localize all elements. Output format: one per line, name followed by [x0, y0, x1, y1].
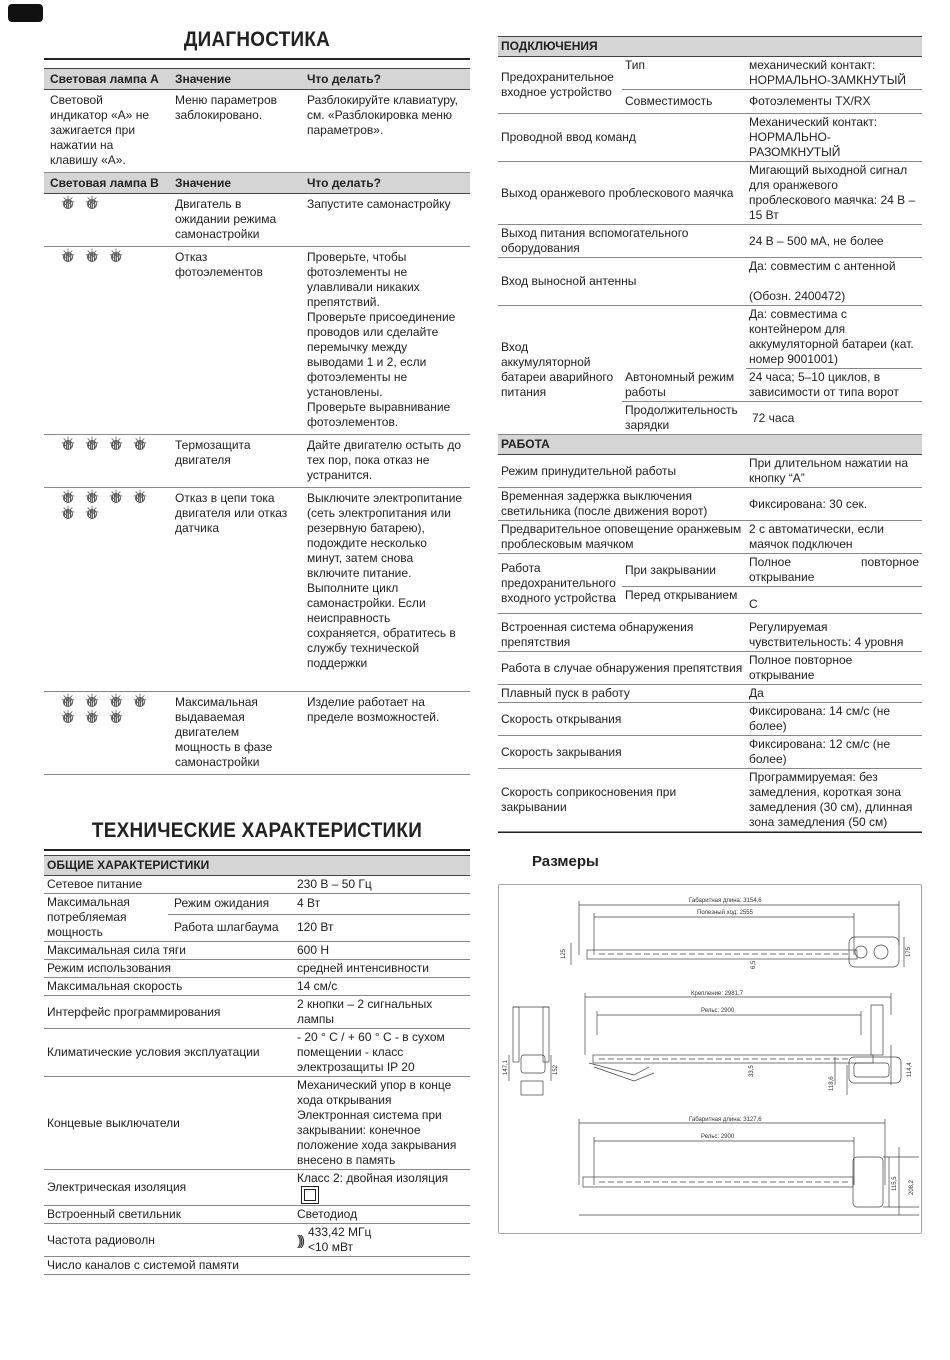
- table-row: [44, 1170, 470, 1206]
- dim-useful-travel: Полезный ход: 2555: [697, 910, 753, 916]
- meaning-cell: Термозащита двигателя: [169, 435, 301, 488]
- table-row: [44, 488, 470, 692]
- action-line: Выполните цикл самонастройки. Если неисправность сохраняется, обратитесь в службу технической поддержки: [307, 581, 456, 670]
- header-action-col: Что делать?: [301, 173, 470, 194]
- spec-value: Да: [746, 685, 922, 703]
- header-lamp-b: [44, 173, 470, 194]
- spec-label: Встроенная система обнаружения препятствия: [498, 614, 746, 652]
- table-row: [44, 1029, 470, 1077]
- action-cell: [301, 692, 470, 775]
- flashing-lamp-icon: [58, 250, 78, 264]
- action-line: Дайте двигателю остыть до тех пор, пока отказ не устранится.: [307, 438, 462, 482]
- spec-value: Программируемая: без замедления, короткая зона замедления (30 см), длинная зона замедления (50 см): [746, 769, 922, 832]
- dimensions-heading: Размеры: [532, 853, 599, 870]
- flash-pattern: [44, 435, 169, 488]
- flashing-lamp-icon: [106, 438, 126, 452]
- table-row: [498, 455, 922, 488]
- dimensions-title: [498, 853, 922, 870]
- spec-label: Сетевое питание: [44, 876, 294, 894]
- spec-label: Работа в случае обнаружения препятствия: [498, 652, 746, 685]
- action-line: Проверьте, чтобы фотоэлементы не улавливали никаких препятствий.: [307, 250, 420, 309]
- table-row: [498, 614, 922, 652]
- spec-label: Предварительное оповещение оранжевым проблесковым маячком: [498, 521, 746, 554]
- spec-sublabel: Совместимость: [622, 90, 746, 114]
- spec-label: Работа предохранительного входного устройства: [498, 554, 622, 614]
- spec-label: Скорость открывания: [498, 703, 746, 736]
- table-row: [44, 435, 470, 488]
- spec-label: Проводной ввод команд: [498, 114, 746, 162]
- table-row: [498, 306, 922, 369]
- spec-label: Максимальная потребляемая мощность: [44, 894, 168, 942]
- spec-label: Интерфейс программирования: [44, 996, 294, 1029]
- action-line: Запустите самонастройку: [307, 197, 451, 211]
- spec-sublabel: Тип: [622, 57, 746, 90]
- spec-sublabel: Режим ожидания: [168, 894, 294, 915]
- spec-value: 24 часа; 5–10 циклов, в зависимости от типа ворот: [746, 369, 922, 402]
- spec-label: Выход оранжевого проблескового маячка: [498, 162, 746, 225]
- spec-value: 230 В – 50 Гц: [294, 876, 470, 894]
- spec-value: [294, 1170, 470, 1206]
- table-row: [44, 1224, 470, 1257]
- flashing-lamp-icon: [130, 491, 150, 505]
- action-line: Проверьте присоединение проводов или сделайте перемычку между выводами 1 и 2, если фотоэлементы не установлены.: [307, 310, 456, 399]
- table-row: [498, 769, 922, 832]
- table-row: [498, 652, 922, 685]
- table-end-rule: [498, 832, 922, 833]
- spec-label: Вход аккумуляторной батареи аварийного питания: [498, 306, 622, 435]
- spec-value: Фиксирована: 12 см/с (не более): [746, 736, 922, 769]
- spec-value: механический контакт: НОРМАЛЬНО-ЗАМКНУТЫЙ: [746, 57, 922, 90]
- spec-value: [294, 1224, 470, 1257]
- flashing-lamp-icon: [82, 197, 102, 211]
- table-row: [44, 960, 470, 978]
- dim-114-4: 114,4: [907, 1062, 913, 1077]
- spec-value: 14 см/с: [294, 978, 470, 996]
- spec-label: Максимальная скорость: [44, 978, 294, 996]
- action-cell: [301, 194, 470, 247]
- spec-value: Фотоэлементы TX/RX: [746, 90, 922, 114]
- dim-175: 175: [906, 946, 912, 957]
- flashing-lamp-icon: [82, 507, 102, 521]
- table-row: [498, 488, 922, 521]
- table-row: [498, 736, 922, 769]
- spec-value: Регулируемая чувствительность: 4 уровня: [746, 614, 922, 652]
- spec-label: Режим принудительной работы: [498, 455, 746, 488]
- table-row: [44, 1206, 470, 1224]
- dim-overall-length-1: Габаритная длина: 3154,6: [689, 898, 762, 904]
- right-column: [498, 36, 922, 1234]
- dimensions-svg: [499, 885, 921, 1233]
- header-lamp-b-col: Световая лампа В: [44, 173, 169, 194]
- table-row: [44, 194, 470, 247]
- spec-value: Фиксирована: 30 сек.: [746, 488, 922, 521]
- spec-value: [294, 1077, 470, 1170]
- spec-sublabel: Работа шлагбаума: [168, 914, 294, 941]
- table-row: [44, 1077, 470, 1170]
- action-cell: [301, 435, 470, 488]
- flashing-lamp-icon: [58, 197, 78, 211]
- spec-value: 4 Вт: [294, 894, 470, 915]
- general-specs-table: [44, 855, 470, 1275]
- flash-pattern: [44, 194, 169, 247]
- dim-mount-length: Крепление: 2981,7: [691, 991, 743, 997]
- flashing-lamp-icon: [58, 711, 78, 725]
- table-row: [498, 685, 922, 703]
- operation-header-row: [498, 435, 922, 455]
- dim-rail-length-2: Рельс: 2900: [701, 1134, 735, 1140]
- double-insulation-icon: [301, 1186, 319, 1204]
- spec-label: Плавный пуск в работу: [498, 685, 746, 703]
- spec-label: Выход питания вспомогательного оборудования: [498, 225, 746, 258]
- table-row: [44, 894, 470, 915]
- dim-147-1: 147,1: [503, 1059, 509, 1075]
- spec-sublabel: Перед открыванием: [622, 587, 746, 614]
- spec-label: Число каналов с системой памяти: [44, 1257, 294, 1275]
- table-row: [498, 225, 922, 258]
- action-line: Изделие работает на пределе возможностей.: [307, 695, 440, 724]
- spec-label: Скорость соприкосновения при закрывании: [498, 769, 746, 832]
- radio-wave-icon: ))): [297, 1231, 302, 1248]
- action-line: Выключите электропитание (сеть электропитания или резервную батарею), подождите несколько минут, затем снова включите питание.: [307, 491, 463, 580]
- spec-value: Мигающий выходной сигнал для оранжевого проблескового маячка: 24 В – 15 Вт: [746, 162, 922, 225]
- flashing-lamp-icon: [82, 250, 102, 264]
- spec-value: 120 Вт: [294, 914, 470, 941]
- spec-value: Фиксирована: 14 см/с (не более): [746, 703, 922, 736]
- spec-label: Предохранительное входное устройство: [498, 57, 622, 114]
- spec-value: 72 часа: [746, 402, 922, 435]
- flashing-lamp-icon: [58, 507, 78, 521]
- table-row: [44, 247, 470, 435]
- spec-sublabel: Автономный режим работы: [622, 369, 746, 402]
- spec-value: 600 Н: [294, 942, 470, 960]
- flashing-lamp-icon: [82, 711, 102, 725]
- flashing-lamp-icon: [130, 438, 150, 452]
- flashing-lamp-icon: [106, 250, 126, 264]
- spec-value: 2 кнопки – 2 сигнальных лампы: [294, 996, 470, 1029]
- connections-header: ПОДКЛЮЧЕНИЯ: [498, 37, 922, 57]
- action-cell: Разблокируйте клавиатуру, см. «Разблокировка меню параметров».: [301, 90, 470, 173]
- table-row: [498, 703, 922, 736]
- table-row: [44, 692, 470, 775]
- flashing-lamp-icon: [130, 695, 150, 709]
- diagnostics-table: [44, 68, 470, 775]
- dim-118-6: 118,6: [829, 1076, 835, 1091]
- table-row: [498, 114, 922, 162]
- flash-pattern: [44, 692, 169, 775]
- spec-value: - 20 ° C / + 60 ° C - в сухом помещении - класс электрозащиты IP 20: [294, 1029, 470, 1077]
- general-header: ОБЩИЕ ХАРАКТЕРИСТИКИ: [44, 856, 470, 876]
- connections-table: [498, 36, 922, 832]
- spec-value: [294, 1257, 470, 1275]
- flash-pattern: [44, 488, 169, 692]
- spec-sublabel: При закрывании: [622, 554, 746, 587]
- table-row: [44, 996, 470, 1029]
- header-action-col: Что делать?: [301, 69, 470, 90]
- spec-value: Полное повторное открывание: [746, 652, 922, 685]
- dimensions-drawing: [498, 884, 922, 1234]
- dim-152: 152: [553, 1064, 559, 1075]
- table-row: [44, 876, 470, 894]
- spec-label: Временная задержка выключения светильника (после движения ворот): [498, 488, 746, 521]
- spec-sublabel: Продолжительность зарядки: [622, 402, 746, 435]
- connections-header-row: [498, 37, 922, 57]
- table-row: [498, 521, 922, 554]
- title-rule: [44, 58, 470, 60]
- table-row: [44, 942, 470, 960]
- meaning-cell: Меню параметров заблокировано.: [169, 90, 301, 173]
- flashing-lamp-icon: [82, 438, 102, 452]
- meaning-cell: Двигатель в ожидании режима самонастройки: [169, 194, 301, 247]
- meaning-cell: Отказ в цепи тока двигателя или отказ датчика: [169, 488, 301, 692]
- radio-power: <10 мВт: [308, 1240, 354, 1254]
- spec-value: Механический контакт: НОРМАЛЬНО-РАЗОМКНУТЫЙ: [746, 114, 922, 162]
- radio-frequency: 433,42 МГц: [308, 1225, 372, 1239]
- spec-label: Электрическая изоляция: [44, 1170, 294, 1206]
- dim-125: 125: [561, 948, 567, 959]
- left-column: [44, 28, 470, 1275]
- spec-label: Климатические условия эксплуатации: [44, 1029, 294, 1077]
- spec-label: Встроенный светильник: [44, 1206, 294, 1224]
- general-header-row: [44, 856, 470, 876]
- spec-value: Да: совместима с контейнером для аккумуляторной батареи (кат. номер 9001001): [746, 306, 922, 369]
- antenna-ref: (Обозн. 2400472): [749, 289, 846, 303]
- antenna-compat: Да: совместим с антенной: [749, 259, 896, 273]
- spec-value: Полное повторное открывание: [746, 554, 922, 587]
- dim-208-2: 208,2: [909, 1179, 915, 1195]
- insulation-value: Класс 2: двойная изоляция: [297, 1171, 449, 1185]
- spec-value: 24 В – 500 мА, не более: [746, 225, 922, 258]
- table-row: [44, 978, 470, 996]
- limit-close: Электронная система при закрывании: конечное положение хода закрывания внесено в память: [297, 1108, 457, 1167]
- action-line: Проверьте выравнивание фотоэлементов.: [307, 400, 451, 429]
- table-row: [498, 162, 922, 225]
- header-meaning-col: Значение: [169, 69, 301, 90]
- spec-value: 2 с автоматически, если маячок подключен: [746, 521, 922, 554]
- header-lamp-a-col: Световая лампа А: [44, 69, 169, 90]
- spec-label: Частота радиоволн: [44, 1224, 294, 1257]
- flashing-lamp-icon: [58, 438, 78, 452]
- flashing-lamp-icon: [106, 711, 126, 725]
- table-row: [44, 90, 470, 173]
- spec-label: Режим использования: [44, 960, 294, 978]
- action-cell: [301, 488, 470, 692]
- lamp-b-rows: [44, 194, 470, 775]
- operation-header: РАБОТА: [498, 435, 922, 455]
- tech-title: ТЕХНИЧЕСКИЕ ХАРАКТЕРИСТИКИ: [91, 819, 423, 842]
- header-lamp-a: [44, 69, 470, 90]
- table-row: [498, 57, 922, 90]
- dim-6-5: 6,5: [751, 960, 757, 969]
- header-meaning-col: Значение: [169, 173, 301, 194]
- spec-label: Максимальная сила тяги: [44, 942, 294, 960]
- flashing-lamp-icon: [106, 491, 126, 505]
- meaning-cell: Отказ фотоэлементов: [169, 247, 301, 435]
- spec-value: [746, 258, 922, 306]
- dim-115-5: 115,5: [892, 1176, 898, 1191]
- dim-overall-length-2: Габаритная длина: 3127,6: [689, 1117, 762, 1123]
- spec-value: При длительном нажатии на кнопку “A”: [746, 455, 922, 488]
- spec-sublabel: [622, 306, 746, 369]
- action-cell: [301, 247, 470, 435]
- spec-label: Скорость закрывания: [498, 736, 746, 769]
- table-row: [498, 258, 922, 306]
- dim-33-5: 33,5: [749, 1065, 755, 1077]
- table-row: [44, 1257, 470, 1275]
- table-row: [498, 554, 922, 587]
- dim-rail-length-1: Рельс: 2900: [701, 1008, 735, 1014]
- diagnostics-title: ДИАГНОСТИКА: [183, 28, 331, 51]
- title-rule: [44, 849, 470, 851]
- spec-value: средней интенсивности: [294, 960, 470, 978]
- spec-label: Вход выносной антенны: [498, 258, 746, 306]
- spec-label: Концевые выключатели: [44, 1077, 294, 1170]
- page-tab-marker: [8, 4, 43, 22]
- flash-pattern: [44, 247, 169, 435]
- limit-open: Механический упор в конце хода открывания: [297, 1078, 452, 1107]
- spec-value: С: [746, 587, 922, 614]
- lamp-a-state: Световой индикатор «А» не зажигается при нажатии на клавишу «А».: [44, 90, 169, 173]
- spec-value: Светодиод: [294, 1206, 470, 1224]
- meaning-cell: Максимальная выдаваемая двигателем мощность в фазе самонастройки: [169, 692, 301, 775]
